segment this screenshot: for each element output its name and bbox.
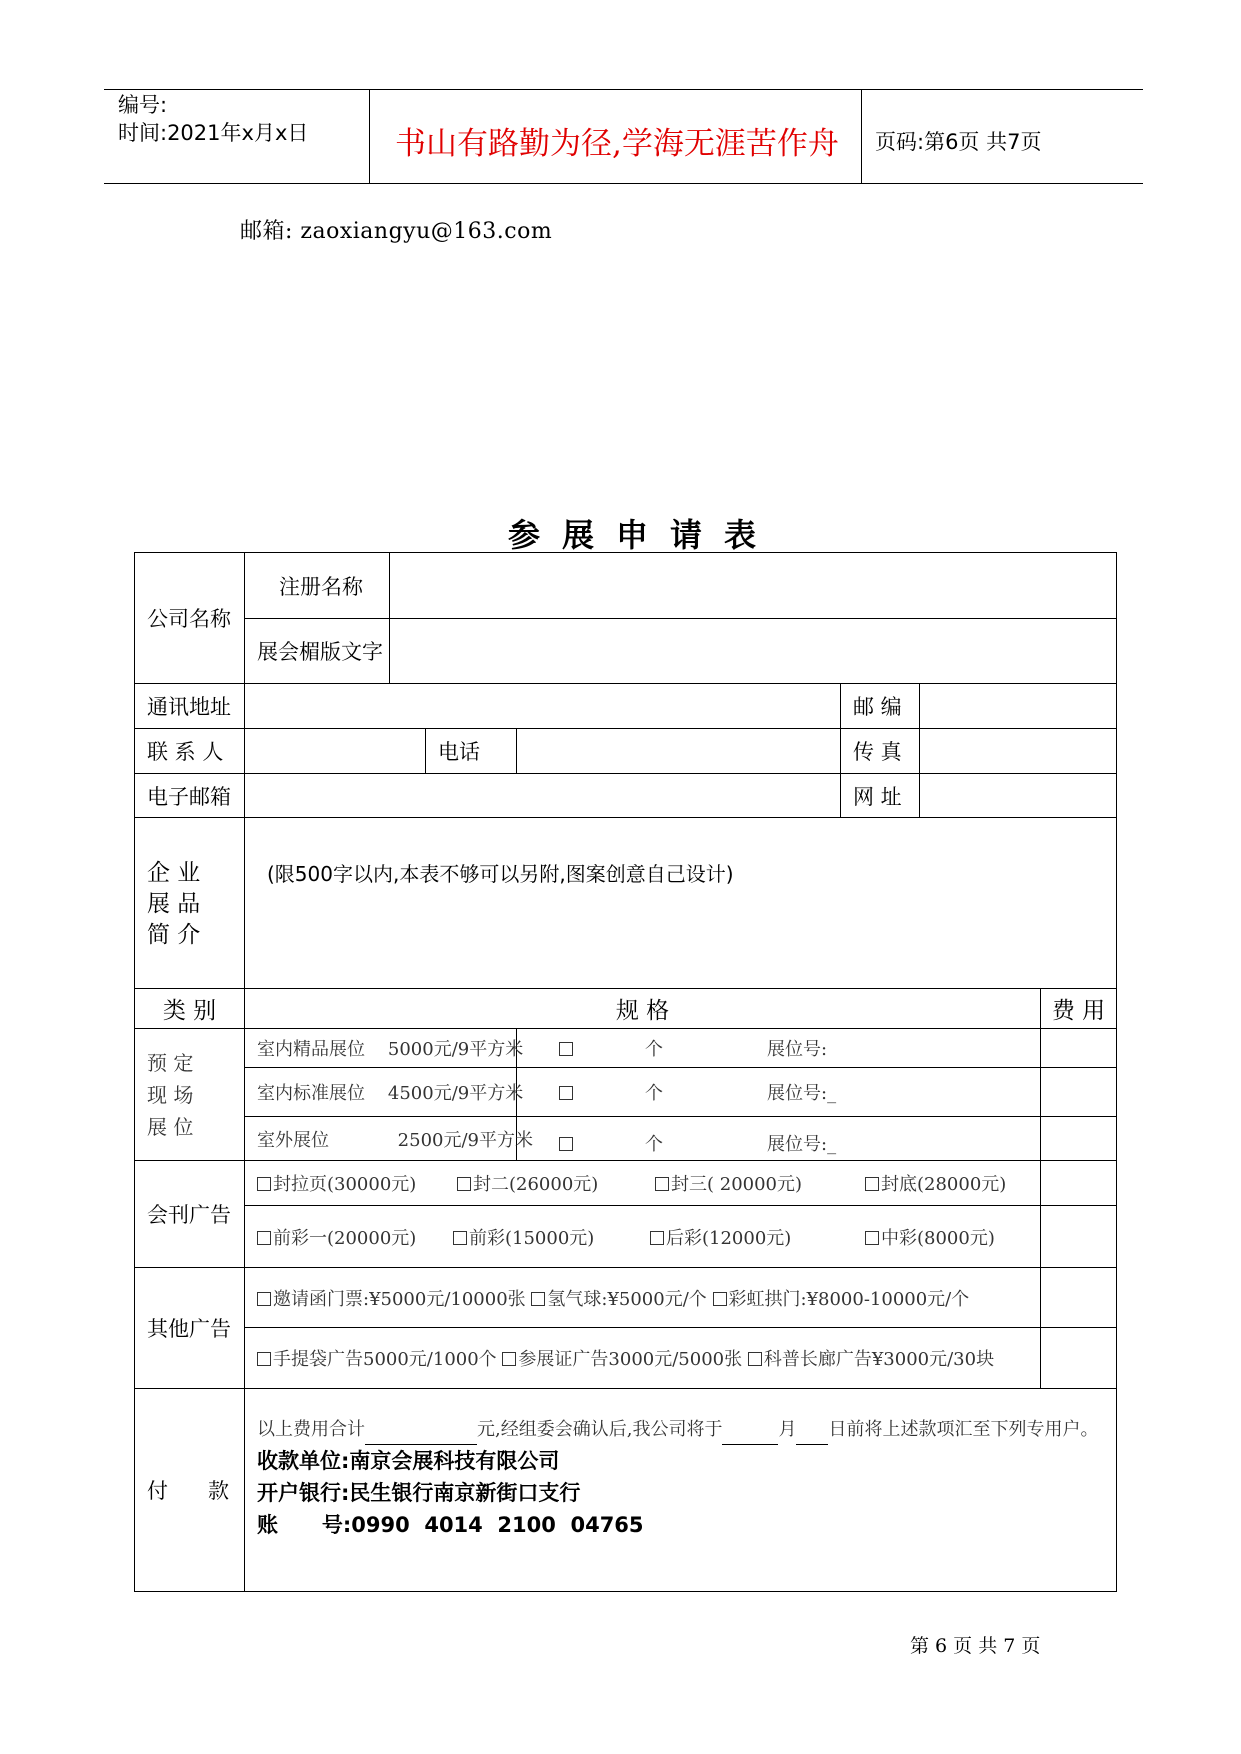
lintel-text-label: 展会楣版文字	[245, 619, 390, 684]
page-footer: 第 6 页 共 7 页	[910, 1635, 1041, 1657]
payment-text-a: 以上费用合计	[257, 1419, 365, 1440]
payment-text-b: 元,经组委会确认后,我公司将于	[477, 1419, 723, 1440]
booth-no-label-1: 展位号:	[767, 1039, 828, 1060]
journal-ad-label: 会刊广告	[135, 1161, 245, 1268]
journal-ad-checkbox-4[interactable]	[865, 1177, 879, 1191]
intro-label-line-1: 企 业	[147, 860, 201, 886]
other-ad-fee-1[interactable]	[1041, 1268, 1117, 1328]
header-motto: 书山有路勤为径,学海无涯苦作舟	[395, 126, 839, 162]
header-divider-right	[861, 89, 862, 183]
booth-name-1: 室内精品展位 5000元/9平方米	[245, 1029, 517, 1068]
journal-ads-row-1	[245, 1161, 1041, 1206]
journal-ad-5: 前彩一(20000元)	[273, 1227, 417, 1249]
payment-label: 付 款	[135, 1389, 245, 1592]
payment-text-d: 日前将上述款项汇至下列专用户。	[828, 1419, 1099, 1440]
journal-ad-4: 封底(28000元)	[881, 1174, 1007, 1195]
address-label: 通讯地址	[135, 684, 245, 729]
booth-category-line-2: 现 场	[147, 1082, 194, 1107]
header-bottom-rule	[104, 183, 1143, 184]
journal-ad-checkbox-6[interactable]	[453, 1231, 467, 1245]
booth-name-3: 室外展位 2500元/9平方米	[245, 1117, 517, 1161]
booth-category-line-3: 展 位	[147, 1114, 194, 1139]
bank: 开户银行:民生银行南京新街口支行	[257, 1481, 581, 1505]
journal-ad-checkbox-1[interactable]	[257, 1177, 271, 1191]
booth-order-3	[517, 1117, 1041, 1161]
month-blank[interactable]	[722, 1426, 778, 1445]
booth-unit-2: 个	[645, 1083, 663, 1104]
journal-ad-fee-1[interactable]	[1041, 1161, 1117, 1206]
journal-ad-checkbox-3[interactable]	[655, 1177, 669, 1191]
postcode-label: 邮 编	[841, 684, 920, 729]
other-ad-checkbox-4[interactable]	[257, 1352, 271, 1366]
intro-field[interactable]	[245, 818, 1117, 989]
application-form	[134, 552, 1117, 1592]
booth-category-label	[135, 1029, 245, 1161]
booth-checkbox-3[interactable]	[559, 1137, 573, 1151]
col-fee-header: 费 用	[1041, 989, 1117, 1029]
journal-ad-checkbox-5[interactable]	[257, 1231, 271, 1245]
postcode-field[interactable]	[920, 684, 1117, 729]
contact-field[interactable]	[245, 729, 426, 774]
address-field[interactable]	[245, 684, 841, 729]
payment-text	[257, 1415, 1116, 1445]
other-ad-2: 氢气球:¥5000元/个	[547, 1288, 707, 1310]
account: 账 号:0990 4014 2100 04765	[257, 1513, 644, 1537]
col-category-header: 类 别	[135, 989, 245, 1029]
phone-field[interactable]	[517, 729, 841, 774]
other-ad-label: 其他广告	[135, 1268, 245, 1389]
website-label: 网 址	[841, 774, 920, 818]
other-ad-checkbox-6[interactable]	[748, 1352, 762, 1366]
booth-checkbox-2[interactable]	[559, 1086, 573, 1100]
other-ad-4: 手提袋广告5000元/1000个	[273, 1349, 497, 1370]
payee: 收款单位:南京会展科技有限公司	[257, 1449, 560, 1473]
journal-ad-8: 中彩(8000元)	[881, 1227, 995, 1249]
day-blank[interactable]	[796, 1426, 828, 1445]
booth-fee-1[interactable]	[1041, 1029, 1117, 1068]
intro-label-line-3: 简 介	[147, 922, 201, 948]
company-name-label: 公司名称	[135, 553, 245, 684]
payment-cell	[245, 1389, 1117, 1592]
form-title: 参展申请表	[508, 516, 779, 554]
journal-ad-checkbox-8[interactable]	[865, 1231, 879, 1245]
other-ad-5: 参展证广告3000元/5000张	[518, 1349, 743, 1370]
email-field[interactable]	[245, 774, 841, 818]
header-time-label: 时间:2021年x月x日	[118, 121, 309, 145]
other-ad-fee-2[interactable]	[1041, 1328, 1117, 1389]
booth-name-2: 室内标准展位 4500元/9平方米	[245, 1068, 517, 1117]
journal-ad-fee-2[interactable]	[1041, 1206, 1117, 1268]
intro-label	[135, 818, 245, 989]
other-ad-checkbox-3[interactable]	[713, 1292, 727, 1306]
booth-order-2	[517, 1068, 1041, 1117]
booth-unit-3: 个	[645, 1133, 663, 1155]
phone-label: 电话	[426, 729, 517, 774]
other-ads-row-1	[245, 1268, 1041, 1328]
other-ads-row-2	[245, 1328, 1041, 1389]
journal-ad-6: 前彩(15000元)	[469, 1227, 595, 1249]
journal-ad-3: 封三( 20000元)	[671, 1174, 803, 1195]
booth-category-line-1: 预 定	[147, 1050, 194, 1075]
other-ad-checkbox-5[interactable]	[502, 1352, 516, 1366]
journal-ad-1: 封拉页(30000元)	[273, 1174, 417, 1195]
header-page-info: 页码:第6页 共7页	[875, 130, 1042, 154]
other-ad-checkbox-1[interactable]	[257, 1292, 271, 1306]
intro-hint: (限500字以内,本表不够可以另附,图案创意自己设计)	[267, 862, 734, 886]
journal-ad-2: 封二(26000元)	[473, 1174, 599, 1195]
contact-label: 联 系 人	[135, 729, 245, 774]
booth-fee-3[interactable]	[1041, 1117, 1117, 1161]
lintel-text-field[interactable]	[390, 619, 1117, 684]
booth-checkbox-1[interactable]	[559, 1042, 573, 1056]
registered-name-label: 注册名称	[245, 553, 390, 619]
other-ad-3: 彩虹拱门:¥8000-10000元/个	[728, 1288, 970, 1310]
other-ad-1: 邀请函门票:¥5000元/10000张	[273, 1288, 526, 1310]
col-spec-header: 规 格	[245, 989, 1041, 1029]
registered-name-field[interactable]	[390, 553, 1117, 619]
email-label: 电子邮箱	[135, 774, 245, 818]
other-ad-checkbox-2[interactable]	[531, 1292, 545, 1306]
fax-label: 传 真	[841, 729, 920, 774]
header-top-rule	[104, 89, 1143, 90]
booth-no-label-2: 展位号:_	[767, 1083, 837, 1104]
booth-order-1	[517, 1029, 1041, 1068]
journal-ad-7: 后彩(12000元)	[666, 1227, 792, 1249]
header-number-label: 编号:	[118, 93, 168, 117]
journal-ad-checkbox-2[interactable]	[457, 1177, 471, 1191]
fax-field[interactable]	[920, 729, 1117, 774]
total-amount-blank[interactable]	[365, 1426, 477, 1445]
website-field[interactable]	[920, 774, 1117, 818]
booth-unit-1: 个	[645, 1039, 663, 1060]
journal-ads-row-2	[245, 1206, 1041, 1268]
other-ad-6: 科普长廊广告¥3000元/30块	[763, 1349, 995, 1370]
journal-ad-checkbox-7[interactable]	[650, 1231, 664, 1245]
payment-text-c: 月	[778, 1419, 797, 1440]
email-line: 邮箱: zaoxiangyu@163.com	[240, 219, 553, 244]
booth-no-label-3: 展位号:_	[767, 1133, 837, 1155]
header-divider-left	[369, 89, 370, 183]
intro-label-line-2: 展 品	[147, 891, 201, 917]
booth-fee-2[interactable]	[1041, 1068, 1117, 1117]
